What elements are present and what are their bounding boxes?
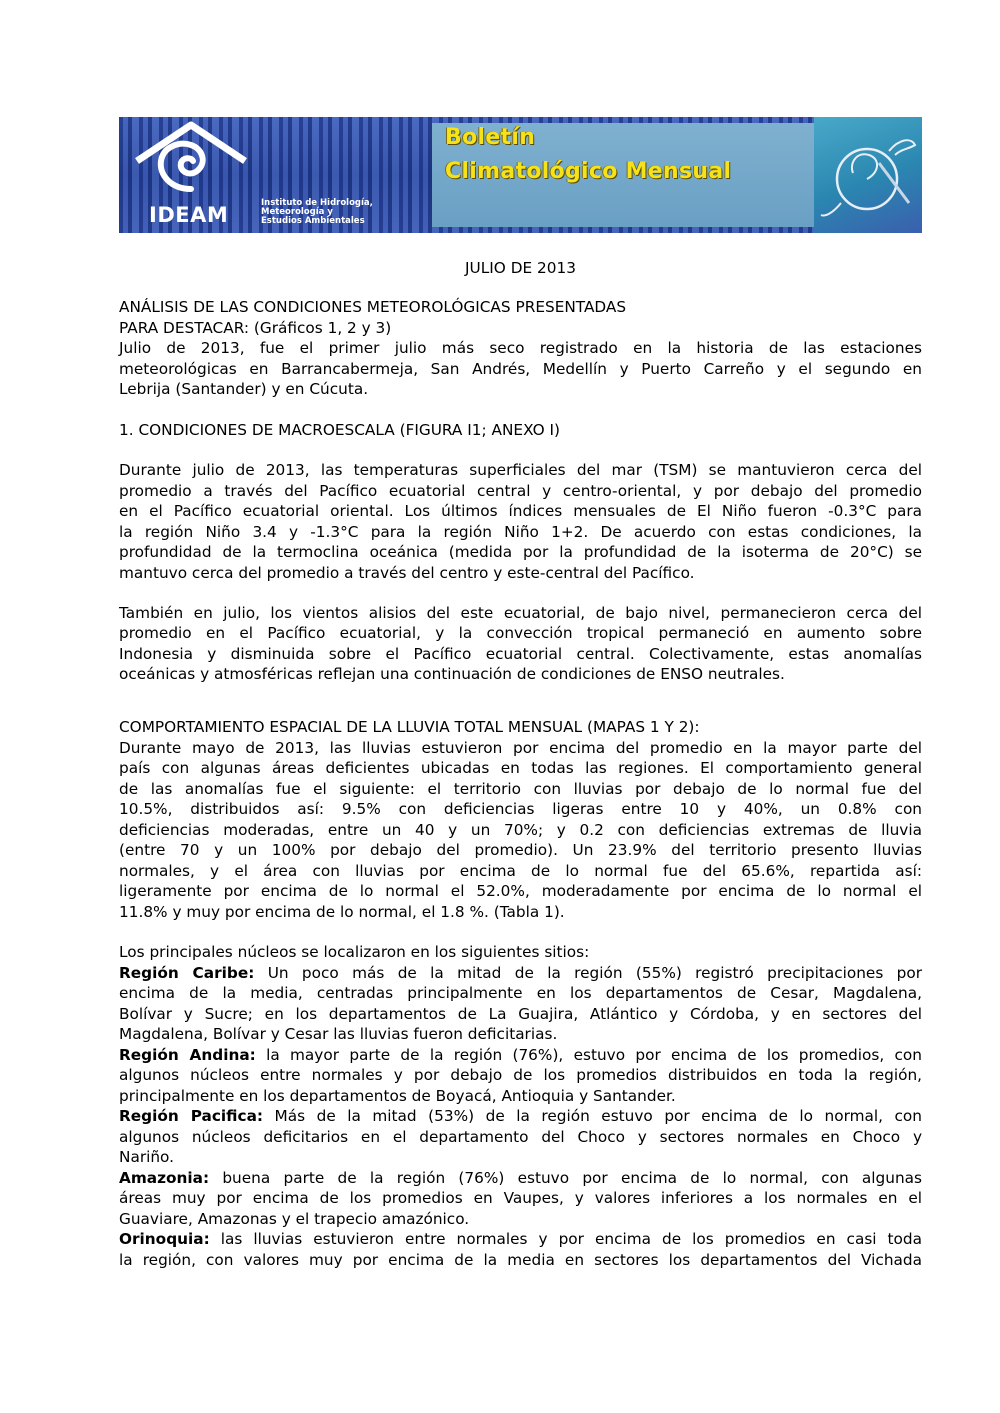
rain-line: país con algunas áreas deficientes ubicadas en todas las regiones. El comportamiento general	[119, 759, 922, 777]
analysis-line: Julio de 2013, fue el primer julio más seco registrado en la historia de las estaciones	[119, 339, 922, 357]
andina-line: algunos núcleos entre normales y por debajo de los promedios distribuidos en toda la región,	[119, 1066, 922, 1084]
macro-title: 1. CONDICIONES DE MACROESCALA (FIGURA I1; ANEXO I)	[119, 421, 560, 439]
region-label: Región Caribe:	[119, 964, 255, 982]
banner-title-line1: Boletín	[445, 125, 536, 150]
macro-p1-line: promedio a través del Pacífico ecuatorial central y centro-oriental, y por debajo del promedio	[119, 482, 922, 500]
rain-line: normales, y el área con lluvias por encima de lo normal fue del 65.6%, repartida así:	[119, 862, 922, 880]
logo-text: IDEAM	[149, 203, 229, 227]
swirl-ornament-icon	[819, 123, 919, 227]
analysis-title: ANÁLISIS DE LAS CONDICIONES METEOROLÓGICAS PRESENTADAS	[119, 298, 627, 316]
macro-p1-line: en el Pacífico ecuatorial oriental. Los últimos índices mensuales de El Niño fueron -0.3°C para	[119, 502, 922, 520]
page-heading: JULIO DE 2013	[465, 259, 576, 277]
amazonia-line: Amazonia: buena parte de la región (76%) estuvo por encima de lo normal, con algunas	[119, 1169, 922, 1187]
macro-p1-line: mantuvo cerca del promedio a través del centro y este-central del Pacífico.	[119, 564, 695, 582]
caribe-line: Región Caribe: Un poco más de la mitad de la región (55%) registró precipitaciones por	[119, 964, 922, 982]
macro-p1-line: Durante julio de 2013, las temperaturas superficiales del mar (TSM) se mantuvieron cerca del	[119, 461, 922, 479]
region-label: Región Andina:	[119, 1046, 256, 1064]
region-label: Orinoquia:	[119, 1230, 210, 1248]
orinoquia-line: Orinoquia: las lluvias estuvieron entre normales y por encima de los promedios en casi toda	[119, 1230, 922, 1248]
macro-p1-line: profundidad de la termoclina oceánica (medida por la profundidad de la isoterma de 20°C) se	[119, 543, 922, 561]
andina-line: principalmente en los departamentos de Boyacá, Antioquia y Santander.	[119, 1087, 676, 1105]
macro-p1-line: la región Niño 3.4 y -1.3°C para la región Niño 1+2. De acuerdo con estas condiciones, la	[119, 523, 922, 541]
caribe-line: Magdalena, Bolívar y Cesar las lluvias fueron deficitarias.	[119, 1025, 558, 1043]
macro-p2-line: Indonesia y disminuida sobre el Pacífico ecuatorial central. Colectivamente, estas anomalías	[119, 645, 922, 663]
rain-line: 10.5%, distribuidos así: 9.5% con deficiencias ligeras entre 10 y 40%, un 0.8% con	[119, 800, 922, 818]
rain-title: COMPORTAMIENTO ESPACIAL DE LA LLUVIA TOTAL MENSUAL (MAPAS 1 Y 2):	[119, 718, 700, 736]
rain-line: (entre 70 y un 100% por debajo del promedio). Un 23.9% del territorio presento lluvias	[119, 841, 922, 859]
macro-p2-line: promedio en el Pacífico ecuatorial, y la convección tropical permaneció en aumento sobre	[119, 624, 922, 642]
macro-p2-line: También en julio, los vientos alisios del este ecuatorial, de bajo nivel, permanecieron cerca del	[119, 604, 922, 622]
region-label: Amazonia:	[119, 1169, 210, 1187]
ideam-logo-icon	[131, 121, 251, 205]
amazonia-line: Guaviare, Amazonas y el trapecio amazónico.	[119, 1210, 470, 1228]
header-banner	[119, 117, 922, 233]
caribe-line: Bolívar y Sucre; en los departamentos de La Guajira, Atlántico y Córdoba, y en sectores del	[119, 1005, 922, 1023]
amazonia-line: áreas muy por encima de los promedios en Vaupes, y valores inferiores a los normales en el	[119, 1189, 922, 1207]
analysis-subtitle: PARA DESTACAR: (Gráficos 1, 2 y 3)	[119, 319, 392, 337]
analysis-line: Lebrija (Santander) y en Cúcuta.	[119, 380, 369, 398]
pacifica-line: algunos núcleos deficitarios en el departamento del Choco y sectores normales en Choco y	[119, 1128, 922, 1146]
analysis-line: meteorológicas en Barrancabermeja, San Andrés, Medellín y Puerto Carreño y el segundo en	[119, 360, 922, 378]
institute-name: Instituto de Hidrología, Meteorología y Estudios Ambientales	[261, 198, 373, 226]
pacifica-line: Nariño.	[119, 1148, 175, 1166]
rain-line: ligeramente por encima de lo normal el 52.0%, moderadamente por encima de lo normal el	[119, 882, 922, 900]
pacifica-line: Región Pacifica: Más de la mitad (53%) de la región estuvo por encima de lo normal, con	[119, 1107, 922, 1125]
orinoquia-line: la región, con valores muy por encima de la media en sectores los departamentos del Vichada	[119, 1251, 922, 1269]
macro-p2-line: oceánicas y atmosféricas reflejan una continuación de condiciones de ENSO neutrales.	[119, 665, 785, 683]
andina-line: Región Andina: la mayor parte de la región (76%), estuvo por encima de los promedios, con	[119, 1046, 922, 1064]
nuclei-intro: Los principales núcleos se localizaron en los siguientes sitios:	[119, 943, 590, 961]
rain-line: deficiencias moderadas, entre un 40 y un 70%; y 0.2 con deficiencias extremas de lluvia	[119, 821, 922, 839]
region-label: Región Pacifica:	[119, 1107, 264, 1125]
rain-line: 11.8% y muy por encima de lo normal, el 1.8 %. (Tabla 1).	[119, 903, 565, 921]
caribe-line: encima de la media, centradas principalmente en los departamentos de Cesar, Magdalena,	[119, 984, 922, 1002]
banner-title-line2: Climatológico Mensual	[445, 159, 732, 184]
rain-line: de las anomalías fue el siguiente: el territorio con lluvias por debajo de lo normal fue del	[119, 780, 922, 798]
rain-line: Durante mayo de 2013, las lluvias estuvieron por encima del promedio en la mayor parte del	[119, 739, 922, 757]
